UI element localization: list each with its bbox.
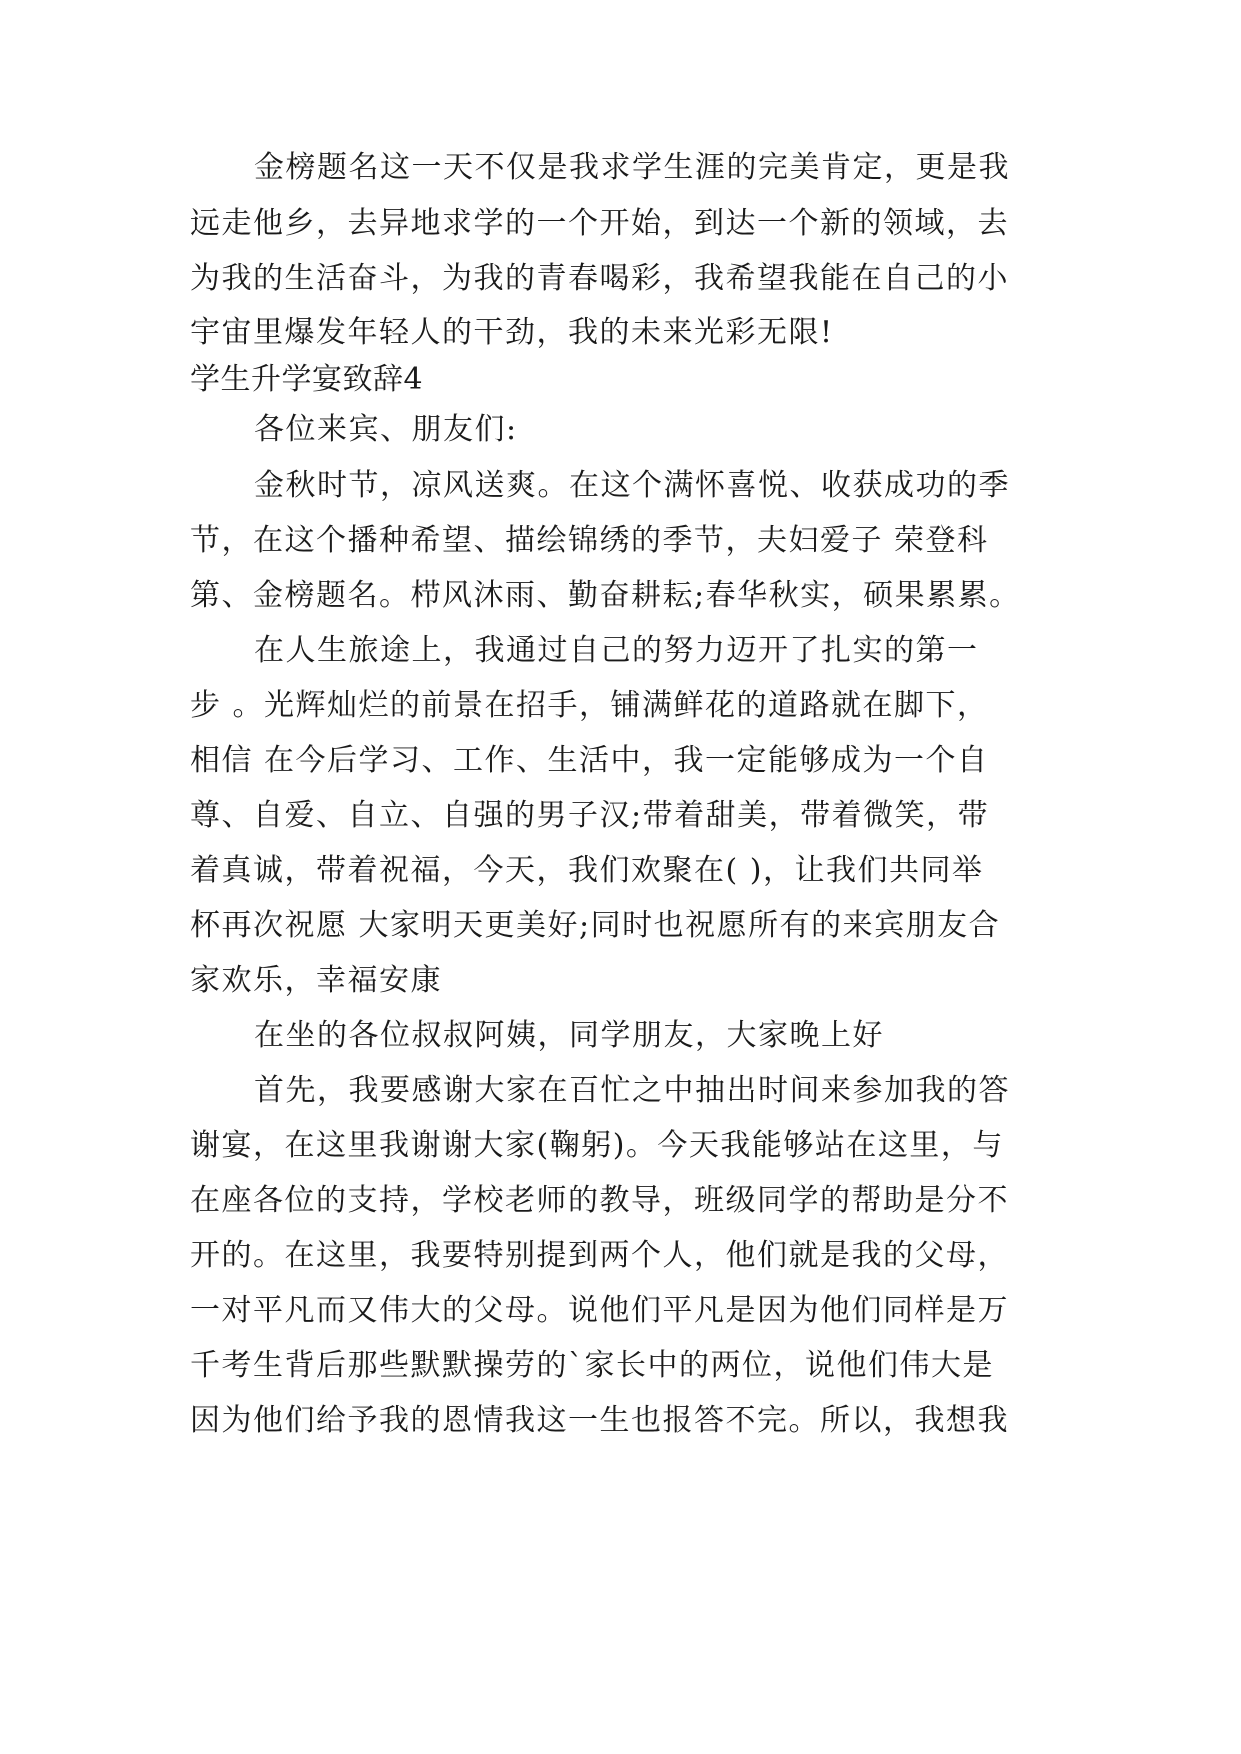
greeting-2: 在坐的各位叔叔阿姨，同学朋友，大家晚上好 <box>254 1018 884 1053</box>
paragraph-3-line-1: 在人生旅途上，我通过自己的努力迈开了扎实的第一 <box>254 633 979 668</box>
paragraph-4-line-5: 一对平凡而又伟大的父母。说他们平凡是因为他们同样是万 <box>190 1293 1009 1328</box>
paragraph-3-line-2: 步 。光辉灿烂的前景在招手，铺满鲜花的道路就在脚下， <box>190 688 989 723</box>
paragraph-2-line-3: 第、金榜题名。栉风沐雨、勤奋耕耘;春华秋实，硕果累累。 <box>190 578 1021 613</box>
paragraph-4-line-6: 千考生背后那些默默操劳的`家长中的两位，说他们伟大是 <box>190 1348 994 1383</box>
paragraph-4-line-2: 谢宴，在这里我谢谢大家(鞠躬)。今天我能够站在这里，与 <box>190 1128 1004 1163</box>
paragraph-2-line-2: 节，在这个播种希望、描绘锦绣的季节，夫妇爱子 荣登科 <box>190 523 989 558</box>
section-heading: 学生升学宴致辞4 <box>190 362 424 397</box>
paragraph-3-line-3: 相信 在今后学习、工作、生活中，我一定能够成为一个自 <box>190 743 989 778</box>
paragraph-4-line-1: 首先，我要感谢大家在百忙之中抽出时间来参加我的答 <box>254 1073 1010 1108</box>
paragraph-1-line-2: 远走他乡，去异地求学的一个开始，到达一个新的领域，去 <box>190 206 1009 241</box>
paragraph-3-line-7: 家欢乐，幸福安康 <box>190 963 442 998</box>
paragraph-1-line-4: 宇宙里爆发年轻人的干劲，我的未来光彩无限! <box>190 315 834 350</box>
paragraph-3-line-6: 杯再次祝愿 大家明天更美好;同时也祝愿所有的来宾朋友合 <box>190 908 1001 943</box>
paragraph-1-line-3: 为我的生活奋斗，为我的青春喝彩，我希望我能在自己的小 <box>190 261 1009 296</box>
paragraph-3-line-4: 尊、自爱、自立、自强的男子汉;带着甜美，带着微笑，带 <box>190 798 990 833</box>
paragraph-4-line-7: 因为他们给予我的恩情我这一生也报答不完。所以，我想我 <box>190 1403 1009 1438</box>
paragraph-2-line-1: 金秋时节，凉风送爽。在这个满怀喜悦、收获成功的季 <box>254 468 1010 503</box>
greeting-1: 各位来宾、朋友们: <box>254 412 518 447</box>
paragraph-4-line-4: 开的。在这里，我要特别提到两个人，他们就是我的父母， <box>190 1238 1009 1273</box>
paragraph-1-line-1: 金榜题名这一天不仅是我求学生涯的完美肯定，更是我 <box>254 150 1010 185</box>
paragraph-4-line-3: 在座各位的支持，学校老师的教导，班级同学的帮助是分不 <box>190 1183 1009 1218</box>
paragraph-3-line-5: 着真诚，带着祝福，今天，我们欢聚在( )，让我们共同举 <box>190 853 984 888</box>
